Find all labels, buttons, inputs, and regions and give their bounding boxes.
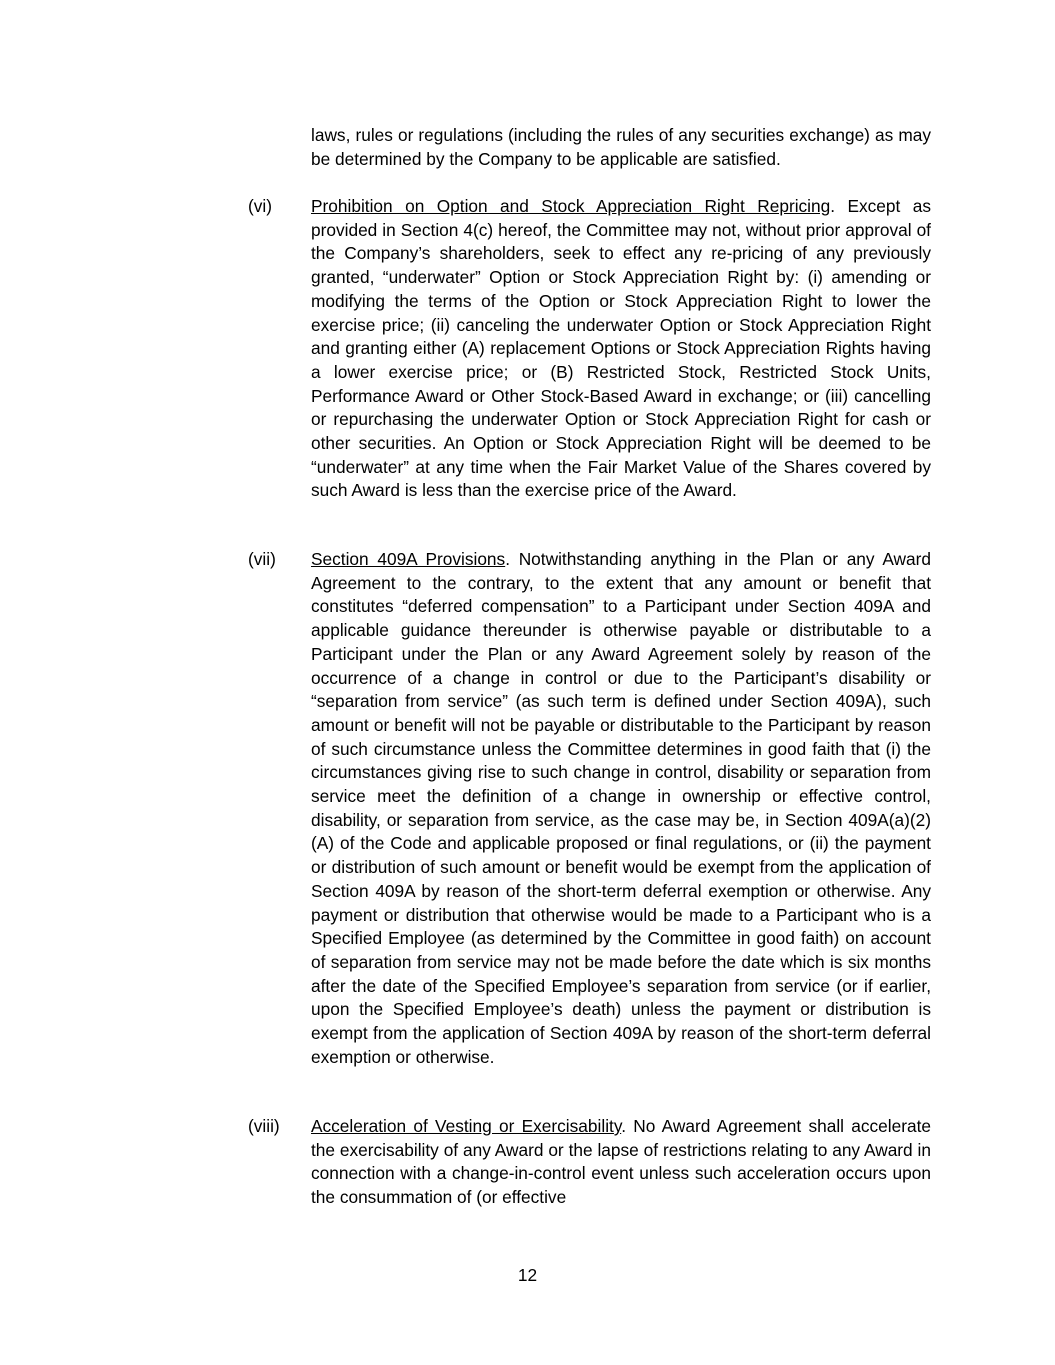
item-number: (vii): [248, 549, 276, 569]
page-number: 12: [517, 1265, 538, 1285]
item-number: (vi): [248, 196, 272, 216]
item-body-text: . Except as provided in Section 4(c) hereof, the Committee may not, without prior approval of the Company’s shareholders, seek to effect any re-pricing of any previously granted, “underwater” Option or Stock Appreciation Right by: (i) amending or modifying the terms of the Option or Stock Appreciation Right to lower the exercise price; (ii) canceling the underwater Option or Stock Appreciation Right and granting either (A) replacement Options or Stock Appreciation Rights having a lower exercise price; or (B) Restricted Stock, Restricted Stock Units, Performance Award or Other Stock-Based Award in exchange; or (iii) cancelling or repurchasing the underwater Option or Stock Appreciation Right for cash or other securities. An Option or Stock Appreciation Right will be deemed to be “underwater” at any time when the Fair Market Value of the Shares covered by such Award is less than the exercise price of the Award.: [311, 196, 931, 501]
item-heading: Prohibition on Option and Stock Appreciation Right Repricing: [311, 196, 831, 216]
continuation-paragraph: laws, rules or regulations (including the rules of any securities exchange) as may be determined by the Company to be applicable are satisfied.: [311, 125, 931, 169]
item-paragraph: [311, 1115, 931, 1210]
item-heading: Section 409A Provisions: [311, 549, 506, 569]
item-body-text: . No Award Agreement shall accelerate the exercisability of any Award or the lapse of restrictions relating to any Award in connection with a change-in-control event unless such acceleration occurs upon the consummation of (or effective: [311, 1116, 932, 1208]
item-body-text: . Notwithstanding anything in the Plan or any Award Agreement to the contrary, to the extent that any amount or benefit that constitutes “deferred compensation” to a Participant under Section 409A and applicable guidance thereunder is otherwise payable or distributable to a Participant under the Plan or any Award Agreement solely by reason of the occurrence of a change in control or due to the Participant’s disability or “separation from service” (as such term is defined under Section 409A), such amount or benefit will not be payable or distributable to the Participant by reason of such circumstance unless the Committee determines in good faith that (i) the circumstances giving rise to such change in control, disability or separation from service meet the definition of a change in ownership or effective control, disability, or separation from service, as the case may be, in Section 409A(a)(2)(A) of the Code and applicable proposed or final regulations, or (ii) the payment or distribution of such amount or benefit would be exempt from the application of Section 409A by reason of the short-term deferral exemption or otherwise. Any payment or distribution that otherwise would be made to a Participant who is a Specified Employee (as determined by the Committee in good faith) on account of separation from service may not be made before the date which is six months after the date of the Specified Employee’s separation from service (or if earlier, upon the Specified Employee’s death) unless the payment or distribution is exempt from the application of Section 409A by reason of the short-term deferral exemption or otherwise.: [311, 549, 931, 1067]
item-paragraph: [311, 548, 931, 1069]
item-number: (viii): [248, 1116, 280, 1136]
item-heading: Acceleration of Vesting or Exercisability: [311, 1116, 622, 1136]
item-paragraph: [311, 195, 931, 503]
